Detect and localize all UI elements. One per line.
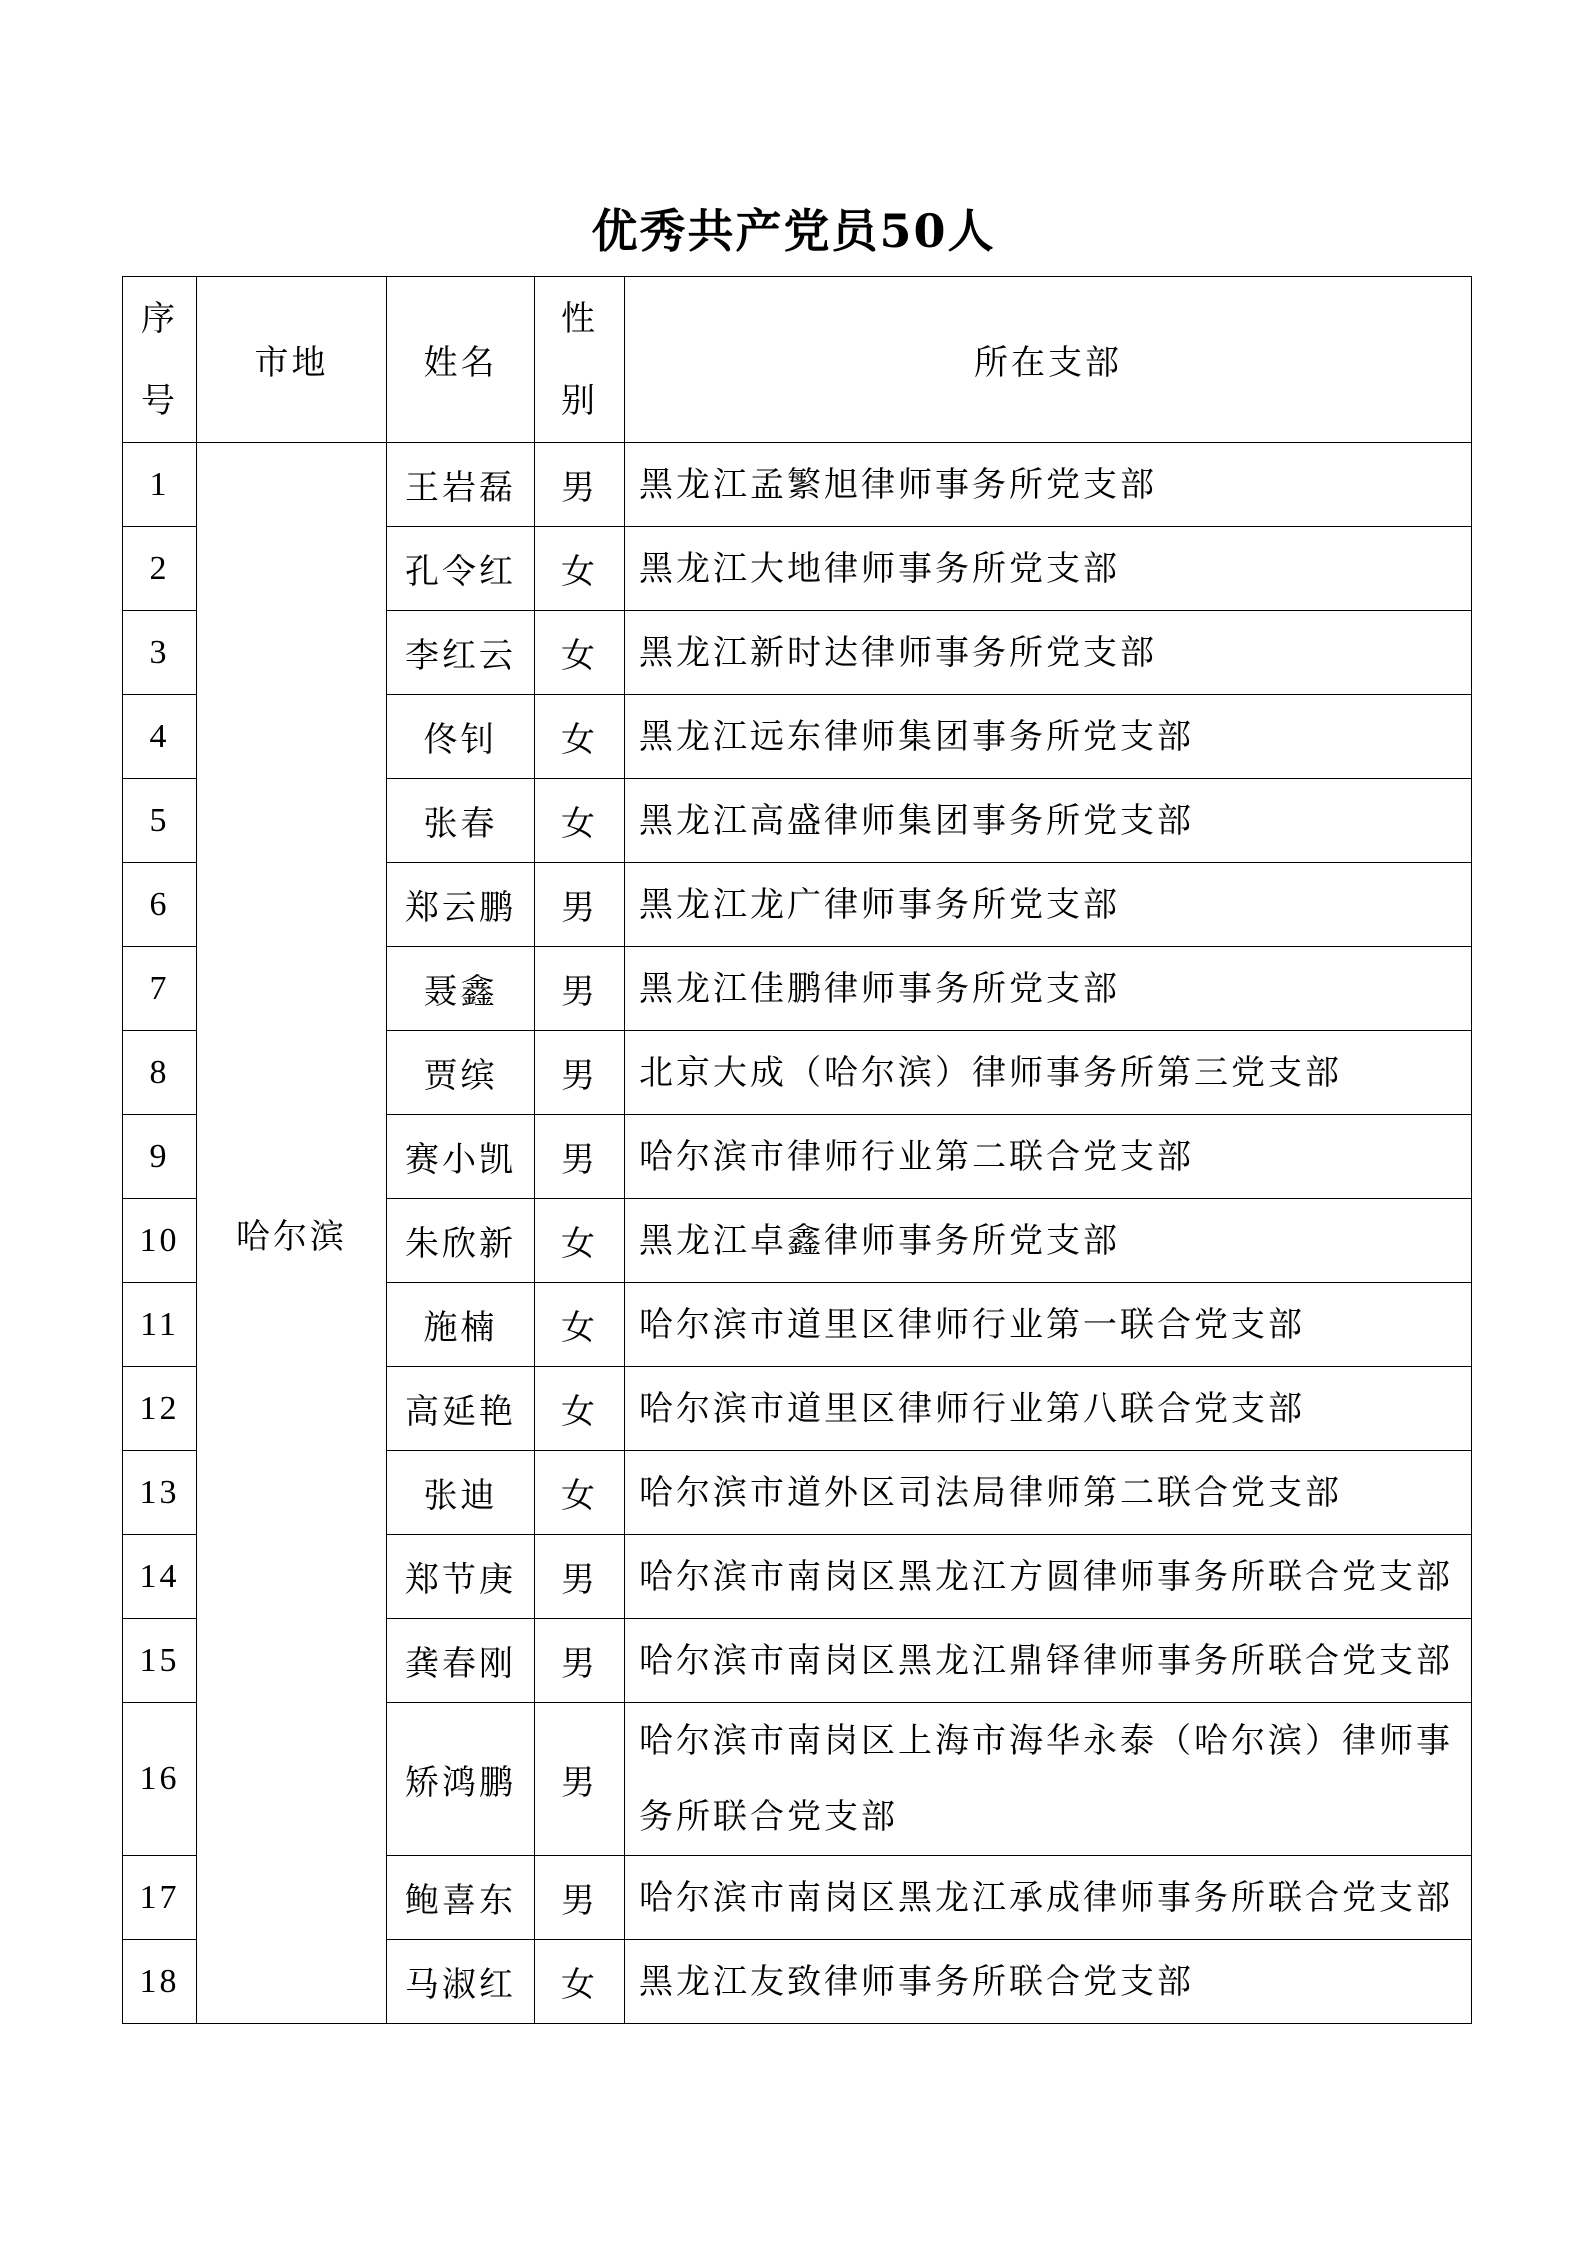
row-number: 11 <box>123 1283 197 1367</box>
member-name: 李红云 <box>387 611 535 695</box>
member-gender: 男 <box>535 1031 625 1115</box>
member-name: 聂鑫 <box>387 947 535 1031</box>
member-branch: 哈尔滨市道里区律师行业第一联合党支部 <box>625 1283 1472 1367</box>
member-name: 马淑红 <box>387 1940 535 2024</box>
member-name: 朱欣新 <box>387 1199 535 1283</box>
member-name: 赛小凯 <box>387 1115 535 1199</box>
row-number: 7 <box>123 947 197 1031</box>
member-branch: 北京大成（哈尔滨）律师事务所第三党支部 <box>625 1031 1472 1115</box>
member-name: 施楠 <box>387 1283 535 1367</box>
page-title: 优秀共产党员50人 <box>591 204 996 258</box>
header-seq <box>123 277 197 443</box>
member-branch: 黑龙江佳鹏律师事务所党支部 <box>625 947 1472 1031</box>
header-gender-line1: 性 <box>561 298 598 339</box>
row-number: 13 <box>123 1451 197 1535</box>
member-gender: 男 <box>535 1703 625 1856</box>
member-gender: 男 <box>535 947 625 1031</box>
member-branch: 哈尔滨市南岗区黑龙江鼎铎律师事务所联合党支部 <box>625 1619 1472 1703</box>
header-seq-line2: 号 <box>141 380 178 421</box>
member-gender: 女 <box>535 1283 625 1367</box>
table-row <box>123 443 1472 527</box>
member-gender: 女 <box>535 1199 625 1283</box>
roster-table <box>122 276 1472 2024</box>
member-name: 郑节庚 <box>387 1535 535 1619</box>
header-gender <box>535 277 625 443</box>
row-number: 10 <box>123 1199 197 1283</box>
member-name: 龚春刚 <box>387 1619 535 1703</box>
member-branch: 黑龙江龙广律师事务所党支部 <box>625 863 1472 947</box>
member-gender: 女 <box>535 1940 625 2024</box>
member-gender: 女 <box>535 1367 625 1451</box>
member-branch: 黑龙江高盛律师集团事务所党支部 <box>625 779 1472 863</box>
header-city: 市地 <box>197 277 387 443</box>
member-name: 贾缤 <box>387 1031 535 1115</box>
header-branch: 所在支部 <box>625 277 1472 443</box>
member-branch: 哈尔滨市道里区律师行业第八联合党支部 <box>625 1367 1472 1451</box>
header-name: 姓名 <box>387 277 535 443</box>
row-number: 8 <box>123 1031 197 1115</box>
member-gender: 男 <box>535 1115 625 1199</box>
member-name: 孔令红 <box>387 527 535 611</box>
member-gender: 男 <box>535 1535 625 1619</box>
row-number: 5 <box>123 779 197 863</box>
member-gender: 男 <box>535 1619 625 1703</box>
row-number: 17 <box>123 1856 197 1940</box>
row-number: 6 <box>123 863 197 947</box>
member-branch: 哈尔滨市律师行业第二联合党支部 <box>625 1115 1472 1199</box>
row-number: 12 <box>123 1367 197 1451</box>
member-gender: 男 <box>535 1856 625 1940</box>
member-gender: 男 <box>535 443 625 527</box>
member-gender: 女 <box>535 1451 625 1535</box>
member-branch: 黑龙江远东律师集团事务所党支部 <box>625 695 1472 779</box>
row-number: 4 <box>123 695 197 779</box>
member-branch: 哈尔滨市南岗区上海市海华永泰（哈尔滨）律师事务所联合党支部 <box>625 1703 1472 1856</box>
member-name: 王岩磊 <box>387 443 535 527</box>
member-name: 张春 <box>387 779 535 863</box>
row-number: 9 <box>123 1115 197 1199</box>
row-number: 2 <box>123 527 197 611</box>
member-name: 高延艳 <box>387 1367 535 1451</box>
row-number: 16 <box>123 1703 197 1856</box>
member-name: 佟钊 <box>387 695 535 779</box>
row-number: 1 <box>123 443 197 527</box>
member-name: 郑云鹏 <box>387 863 535 947</box>
member-branch: 黑龙江新时达律师事务所党支部 <box>625 611 1472 695</box>
member-name: 矫鸿鹏 <box>387 1703 535 1856</box>
member-branch: 黑龙江卓鑫律师事务所党支部 <box>625 1199 1472 1283</box>
row-number: 18 <box>123 1940 197 2024</box>
header-seq-line1: 序 <box>141 298 178 339</box>
member-gender: 男 <box>535 863 625 947</box>
member-name: 鲍喜东 <box>387 1856 535 1940</box>
header-gender-line2: 别 <box>561 380 598 421</box>
row-number: 14 <box>123 1535 197 1619</box>
member-gender: 女 <box>535 695 625 779</box>
member-branch: 黑龙江大地律师事务所党支部 <box>625 527 1472 611</box>
row-number: 15 <box>123 1619 197 1703</box>
member-branch: 黑龙江孟繁旭律师事务所党支部 <box>625 443 1472 527</box>
city-cell: 哈尔滨 <box>197 443 387 2024</box>
member-gender: 女 <box>535 611 625 695</box>
member-gender: 女 <box>535 527 625 611</box>
row-number: 3 <box>123 611 197 695</box>
member-branch: 哈尔滨市道外区司法局律师第二联合党支部 <box>625 1451 1472 1535</box>
member-branch: 哈尔滨市南岗区黑龙江方圆律师事务所联合党支部 <box>625 1535 1472 1619</box>
member-name: 张迪 <box>387 1451 535 1535</box>
member-branch: 黑龙江友致律师事务所联合党支部 <box>625 1940 1472 2024</box>
member-gender: 女 <box>535 779 625 863</box>
header-row <box>123 277 1472 443</box>
member-branch: 哈尔滨市南岗区黑龙江承成律师事务所联合党支部 <box>625 1856 1472 1940</box>
